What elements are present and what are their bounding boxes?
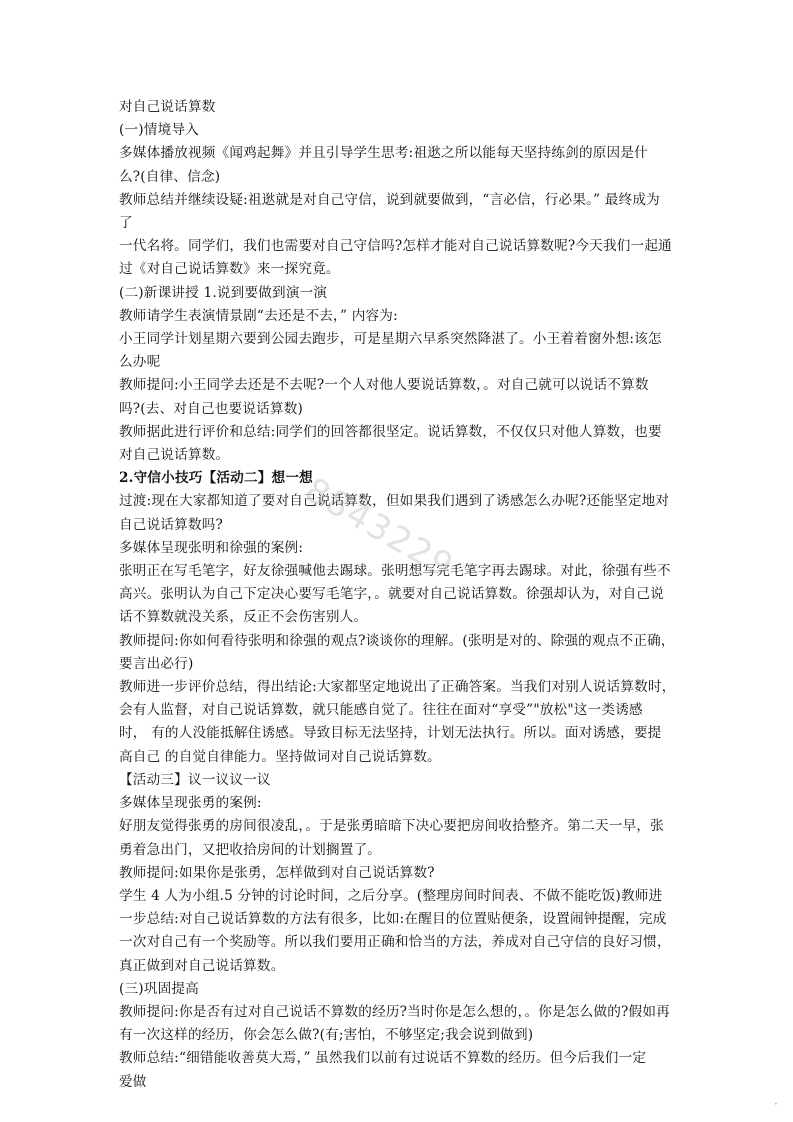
text-line: 真正做到对自己说话算数。 (119, 957, 285, 974)
text-line: 么办呢 (119, 354, 161, 371)
text-line: 教师提问:你是否有过对自己说话不算数的经历?当时你是怎么想的，。你是怎么做的?假如再 (119, 1003, 670, 1020)
text-line: 自己说话算数吗? (119, 516, 224, 533)
text-line: 教师据此进行评价和总结:同学们的回答都很坚定。说话算数，不仅仅只对他人算数，也要 (119, 423, 662, 440)
section-heading: (一)情境导入 (119, 122, 199, 139)
document-body (119, 96, 685, 1094)
text-line: 多媒体播放视频《闻鸡起舞》并且引导学生思考:祖逖之所以能每天坚持练剑的原因是什 (119, 145, 648, 162)
section-heading: (三)巩固提高 (119, 980, 199, 997)
text-line: 教师总结:“细错能收善莫大焉，” 虽然我们以前有过说话不算数的经历。但今后我们一定 (119, 1050, 647, 1067)
section-heading: 2.守信小技巧【活动二】想一想 (119, 470, 313, 487)
doc-title: 对自己说话算数 (119, 99, 216, 115)
text-line: 话不算数就没关系，反正不会伤害别人。 (119, 609, 368, 626)
text-line: 会有人监督，对自己说话算数，就只能感自觉了。往往在面对“享受”"放松"这一类诱感 (119, 702, 643, 719)
text-line: 了 (119, 215, 133, 232)
text-line: 一步总结:对自己说话算数的方法有很多，比如:在醒目的位置贴便条，设置闹钟提醒，完成 (119, 911, 667, 928)
text-line: 小王同学计划星期六要到公园去跑步，可是星期六早系突然降湛了。小王着着窗外想:该怎 (119, 331, 662, 348)
text-line: 高兴。张明认为自己下定决心要写毛笔字，。就要对自己说话算数。徐强却认为，对自己说 (119, 586, 664, 603)
text-line: 高自己 的自觉自律能力。坚持做词对自己说话算数。 (119, 748, 441, 765)
text-line: 好朋友觉得张勇的房间很凌乱，。于是张勇暗暗下决心要把房间收拾整齐。第二天一早，张 (119, 818, 664, 835)
section-heading: 【活动三】议一议议一议 (119, 771, 271, 788)
section-heading: (二)新课讲授 1.说到要做到演一演 (119, 284, 328, 301)
text-line: 勇着急出门，又把收拾房间的计划搁置了。 (119, 841, 382, 858)
text-line: 多媒体呈现张勇的案例: (119, 795, 262, 812)
text-line: 一次对自己有一个奖励等。所以我们要用正确和恰当的方法，养成对自己守信的良好习惯， (119, 934, 671, 951)
text-line: 教师提问:你如何看待张明和徐强的观点?谈谈你的理解。(张明是对的、除强的观点不正确， (119, 632, 675, 649)
text-line: 过《对自己说话算数》来一探究竟。 (119, 261, 340, 278)
text-line: 要言出必行) (119, 655, 194, 672)
text-line: 对自己说话算数。 (119, 447, 230, 464)
text-line: 一代名将。同学们，我们也需要对自己守信吗?怎样才能对自己说话算数呢?今天我们一起通 (119, 238, 672, 255)
text-line: 教师提问:小王同学去还是不去呢?一个人对他人要说话算数，。对自己就可以说话不算数 (119, 377, 649, 394)
text-line: 教师请学生表演情景剧“去还是不去，” 内容为: (119, 307, 398, 324)
text-line: 张明正在写毛笔字，好友徐强喊他去踢球。张明想写完毛笔字再去踢球。对此，徐强有些不 (119, 563, 671, 580)
text-line: 过渡:现在大家都知道了要对自己说话算数，但如果我们遇到了诱感怎么办呢?还能坚定地对 (119, 493, 670, 510)
text-line: 多媒体呈现张明和徐强的案例: (119, 539, 304, 556)
corner-mark: · (774, 1097, 778, 1111)
text-line: 教师进一步评价总结，得出结论:大家都坚定地说出了正确答案。当我们对别人说话算数时， (119, 679, 676, 696)
text-line: 吗?(去、对自己也要说话算数) (119, 400, 304, 417)
text-line: 爱做 (119, 1073, 147, 1090)
text-line: 教师总结并继续设疑:祖逖就是对自己守信，说到就要做到，“言必信，行必果。” 最终成为 (119, 191, 660, 208)
watermark-text: 8843229 (298, 470, 462, 588)
text-line: 学生 4 人为小组.5 分钟的讨论时间，之后分享。(整理房间时间表、不做不能吃饭)教师进 (119, 887, 663, 904)
text-line: 有一次这样的经历，你会怎么做?(有;害怕，不够坚定;我会说到做到) (119, 1027, 534, 1044)
text-line: 教师提问:如果你是张勇，怎样做到对自己说话算数? (119, 864, 435, 881)
text-line: 时， 有的人没能抵解住诱感。导致目标无法坚持，计划无法执行。所以。面对诱感，要提 (119, 725, 662, 742)
text-line: 么?(自律、信念) (119, 168, 221, 185)
